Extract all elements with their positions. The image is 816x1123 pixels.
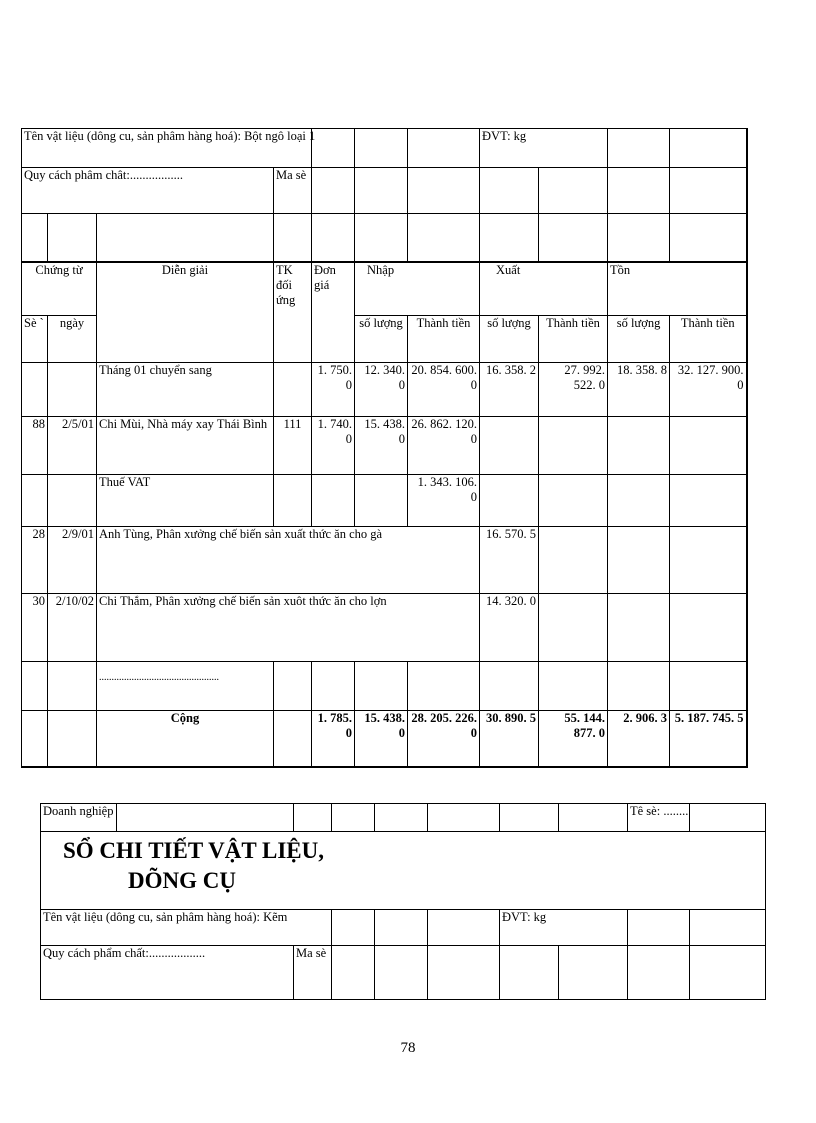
inventory-ledger-table	[21, 128, 748, 768]
card-material-name: Tên vật liệu (dông cu, sản phâm hàng hoá): Kẽm	[41, 910, 332, 946]
header-export-qty: số lượng	[480, 316, 539, 363]
card-title	[41, 832, 766, 910]
unit-label: ĐVT: kg	[480, 129, 608, 168]
card-unit: ĐVT: kg	[500, 910, 628, 946]
table-row: Tháng 01 chuyển sang 1. 750. 0 12. 340. 0 20. 854. 600. 0 16. 358. 2 27. 992. 522. 0 18. 358. 8 32. 127. 900. 0	[22, 363, 747, 417]
material-card-table	[40, 803, 766, 1000]
header-price: Đơn giá	[312, 262, 355, 363]
header-voucher-no: Sè `	[22, 316, 48, 363]
header-voucher: Chứng từ	[22, 262, 97, 316]
header-account: TK đối ứng	[274, 262, 312, 363]
header-import: Nhập	[355, 262, 480, 316]
table-row	[22, 662, 747, 711]
row-description: Chi Mùi, Nhà máy xay Thái Bình	[97, 417, 274, 475]
header-stock: Tồn	[608, 262, 747, 316]
card-code-label: Ma sè	[294, 946, 332, 1000]
spec-label: Quy cách phâm chât:.................	[22, 168, 274, 214]
card-spec: Quy cách phẩm chất:..................	[41, 946, 294, 1000]
company-label: Doanh nghiệp	[41, 804, 117, 832]
total-row: Cộng 1. 785. 0 15. 438. 0 28. 205. 226. 0 30. 890. 5 55. 144. 877. 0 2. 906. 3 5. 187. 745. 5	[22, 711, 747, 767]
row-description: Anh Tùng, Phân xưởng chế biến sản xuất thức ăn cho gà	[97, 527, 480, 594]
table-row: 28 2/9/01 Anh Tùng, Phân xưởng chế biến sản xuất thức ăn cho gà 16. 570. 5	[22, 527, 747, 594]
header-import-amount: Thành tiền	[408, 316, 480, 363]
page-number: 78	[400, 1040, 416, 1056]
row-description: Thuế VAT	[97, 475, 274, 527]
card-title-line1: SỔ CHI TIẾT VẬT LIỆU,	[63, 838, 324, 863]
table-row: Thuế VAT 1. 343. 106. 0	[22, 475, 747, 527]
row-description: Tháng 01 chuyển sang	[97, 363, 274, 417]
sheet-number: Tê sè: ........	[628, 804, 690, 832]
row-description: Chi Thắm, Phân xưởng chế biến sản xuôt thức ăn cho lợn	[97, 594, 480, 662]
header-stock-qty: số lượng	[608, 316, 670, 363]
table-row: 30 2/10/02 Chi Thắm, Phân xưởng chế biến sản xuôt thức ăn cho lợn 14. 320. 0	[22, 594, 747, 662]
table-row: 88 2/5/01 Chi Mùi, Nhà máy xay Thái Bình 111 1. 740. 0 15. 438. 0 26. 862. 120. 0	[22, 417, 747, 475]
material-name: Tên vật liệu (dông cu, sản phâm hàng hoá): Bột ngô loại 1	[22, 129, 312, 168]
row-description: ................................................	[97, 662, 274, 711]
header-description: Diễn giải	[97, 262, 274, 363]
header-export: Xuất	[480, 262, 608, 316]
code-label: Ma sè	[274, 168, 312, 214]
header-stock-amount: Thành tiền	[670, 316, 747, 363]
header-import-qty: số lượng	[355, 316, 408, 363]
card-title-line2: DÕNG CỤ	[128, 868, 236, 893]
header-export-amount: Thành tiền	[539, 316, 608, 363]
total-label: Cộng	[97, 711, 274, 767]
header-date: ngày	[48, 316, 97, 363]
